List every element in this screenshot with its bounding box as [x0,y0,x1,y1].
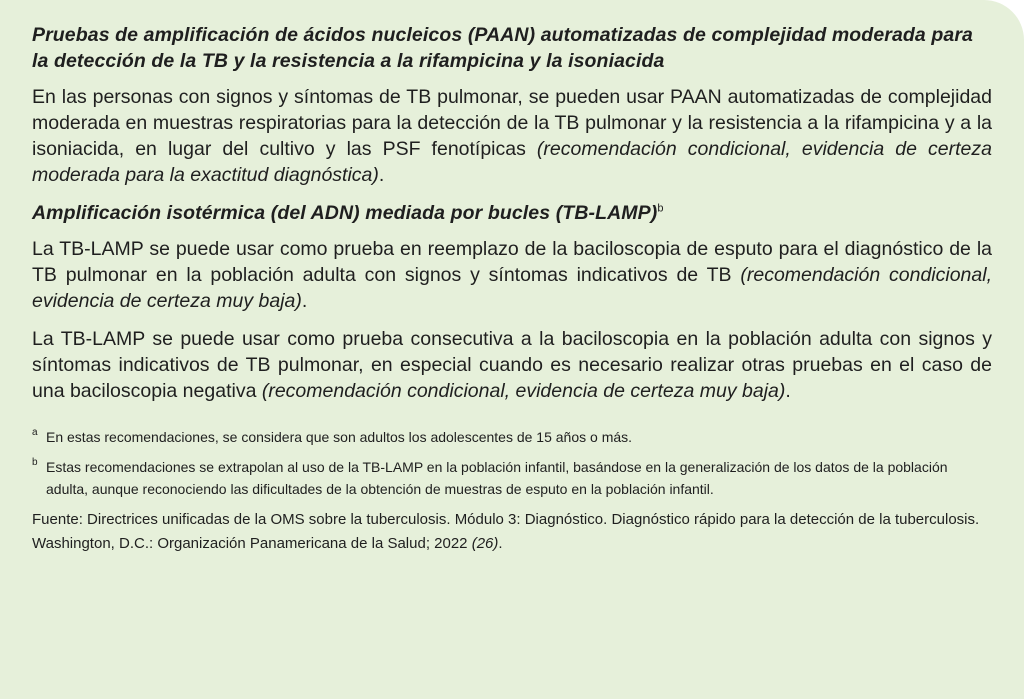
footnote-mark-b: b [32,457,38,468]
paragraph-tb-lamp-1 [32,236,992,314]
paragraph-tb-lamp-1-recommendation: (recomendación condicional, evidencia de certeza muy baja) [32,264,992,312]
section-heading-tb-lamp [32,200,992,226]
section-heading-paan [32,22,992,74]
source-citation [32,508,992,556]
footnote-a [32,426,992,448]
paragraph-tb-lamp-2-text: La TB-LAMP se puede usar como prueba consecutiva a la baciloscopia en la población adulta con signos y síntomas indicativos de TB pulmonar, en especial cuando es necesario realizar otras pruebas en el caso de una baciloscopia negativa [32,328,992,402]
section-heading-tb-lamp-text: Amplificación isotérmica (del ADN) mediada por bucles (TB-LAMP) [32,202,658,224]
paragraph-tb-lamp-2-end: . [785,380,791,402]
section-heading-paan-text: Pruebas de amplificación de ácidos nucleicos (PAAN) automatizadas de complejidad moderada para la detección de la TB y la resistencia a la rifampicina y la isoniacida [32,24,973,72]
source-reference: (26) [471,535,499,552]
footnote-ref-b: b [657,202,664,215]
footnote-text-b: Estas recomendaciones se extrapolan al uso de la TB-LAMP en la población infantil, basándose en la generalización de los datos de la población adulta, aunque reconociendo las dificultades de la obtención de muestras de esputo en la población infantil. [46,459,948,497]
footnote-mark-a: a [32,427,38,438]
paragraph-paan-recommendation: (recomendación condicional, evidencia de certeza moderada para la exactitud diagnóstica) [32,138,992,186]
paragraph-paan [32,84,992,188]
footnote-b [32,456,992,500]
footnote-text-a: En estas recomendaciones, se considera que son adultos los adolescentes de 15 años o más. [46,429,633,445]
source-end: . [498,535,503,552]
paragraph-paan-end: . [378,164,385,186]
paragraph-tb-lamp-1-text: La TB-LAMP se puede usar como prueba en reemplazo de la baciloscopia de esputo para el diagnóstico de la TB pulmonar en la población adulta con signos y síntomas indicativos de TB [32,238,992,286]
paragraph-tb-lamp-2 [32,326,992,404]
source-text: Fuente: Directrices unificadas de la OMS sobre la tuberculosis. Módulo 3: Diagnóstico. Diagnóstico rápido para la detección de la tuberculosis. Washington, D.C.: Organización Panamericana de la Salud; 2022 [32,511,980,552]
paragraph-tb-lamp-2-recommendation: (recomendación condicional, evidencia de certeza muy baja) [261,380,786,402]
footnotes [32,426,992,500]
paragraph-paan-text: En las personas con signos y síntomas de TB pulmonar, se pueden usar PAAN automatizadas de complejidad moderada en muestras respiratorias para la detección de la TB pulmonar y la resistencia a la rifampicina y a la isoniacida, en lugar del cultivo y las PSF fenotípicas [32,86,992,160]
paragraph-tb-lamp-1-end: . [301,290,308,312]
